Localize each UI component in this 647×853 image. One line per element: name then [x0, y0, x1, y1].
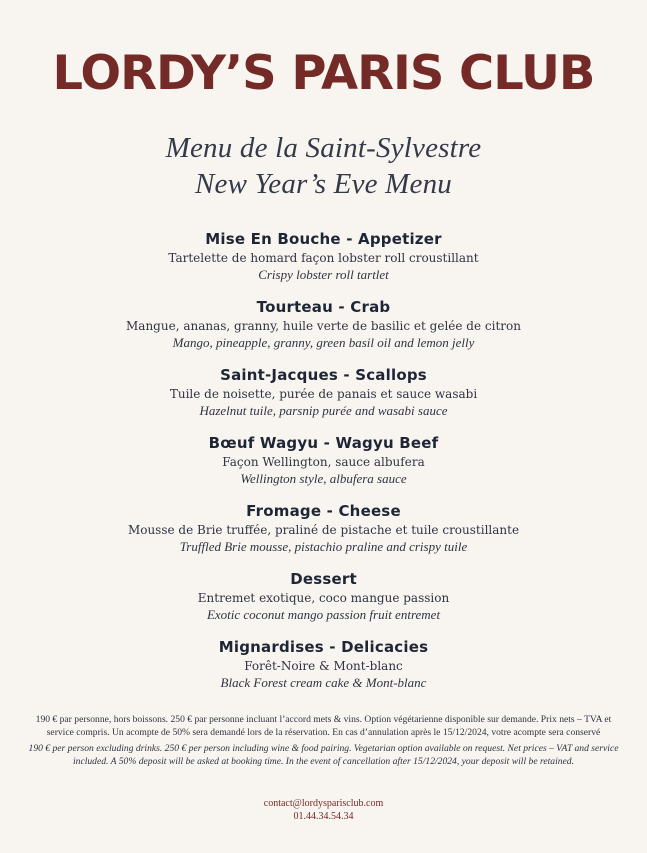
course-cheese: [0, 500, 647, 568]
course-description-en: Black Forest cream cake & Mont-blanc: [220, 675, 427, 690]
course-list: [0, 228, 647, 704]
course-description-en: Crispy lobster roll tartlet: [258, 267, 389, 282]
subtitle-french: Menu de la Saint-Sylvestre: [165, 132, 482, 164]
course-crab: [0, 296, 647, 364]
course-description-fr: Tuile de noisette, purée de panais et sauce wasabi: [169, 387, 478, 401]
course-title: Saint-Jacques - Scallops: [220, 366, 427, 384]
pricing-note-en: 190 € per person excluding drinks. 250 € per person including wine & food pairing. Vegetarian option available on request. Net prices – VAT and service included. A 50% deposit will be asked at booking time. In the event of cancellation after 15/12/2024, your deposit will be retained.: [28, 743, 619, 767]
brand-title: LORDY’S PARIS CLUB: [52, 46, 595, 101]
course-description-fr: Forêt-Noire & Mont-blanc: [244, 659, 403, 673]
course-title: Fromage - Cheese: [246, 502, 401, 520]
course-description-en: Wellington style, albufera sauce: [240, 471, 407, 486]
course-scallops: [0, 364, 647, 432]
course-wagyu-beef: [0, 432, 647, 500]
contact-block: [0, 797, 647, 823]
contact-phone[interactable]: 01.44.34.54.34: [293, 811, 354, 822]
course-title: Mise En Bouche - Appetizer: [205, 230, 442, 248]
course-appetizer: [0, 228, 647, 296]
course-title: Mignardises - Delicacies: [218, 638, 429, 656]
course-title: Dessert: [290, 570, 357, 588]
course-title: Tourteau - Crab: [256, 298, 391, 316]
course-description-fr: Entremet exotique, coco mangue passion: [197, 591, 450, 605]
course-delicacies: [0, 636, 647, 704]
course-description-en: Hazelnut tuile, parsnip purée and wasabi sauce: [199, 403, 448, 418]
course-description-fr: Mousse de Brie truffée, praliné de pistache et tuile croustillante: [127, 523, 520, 537]
pricing-note-fr: 190 € par personne, hors boissons. 250 € par personne incluant l’accord mets & vins. Option végétarienne disponible sur demande. Prix nets – TVA et service compris. Un acompte de 50% sera demandé lors de la réservation. En cas d’annulation après le 15/12/2024, votre acompte sera conservé: [35, 714, 612, 738]
course-description-en: Mango, pineapple, granny, green basil oil and lemon jelly: [172, 335, 475, 350]
subtitle-english: New Year’s Eve Menu: [195, 168, 452, 200]
course-description-fr: Façon Wellington, sauce albufera: [222, 455, 425, 469]
course-description-fr: Tartelette de homard façon lobster roll croustillant: [168, 251, 479, 265]
pricing-notes: [28, 713, 619, 768]
course-description-fr: Mangue, ananas, granny, huile verte de basilic et gelée de citron: [126, 319, 521, 333]
contact-email-link[interactable]: contact@lordysparisclub.com: [263, 798, 384, 809]
course-dessert: [0, 568, 647, 636]
course-description-en: Truffled Brie mousse, pistachio praline and crispy tuile: [179, 539, 468, 554]
course-description-en: Exotic coconut mango passion fruit entremet: [206, 607, 441, 622]
course-title: Bœuf Wagyu - Wagyu Beef: [208, 434, 439, 452]
